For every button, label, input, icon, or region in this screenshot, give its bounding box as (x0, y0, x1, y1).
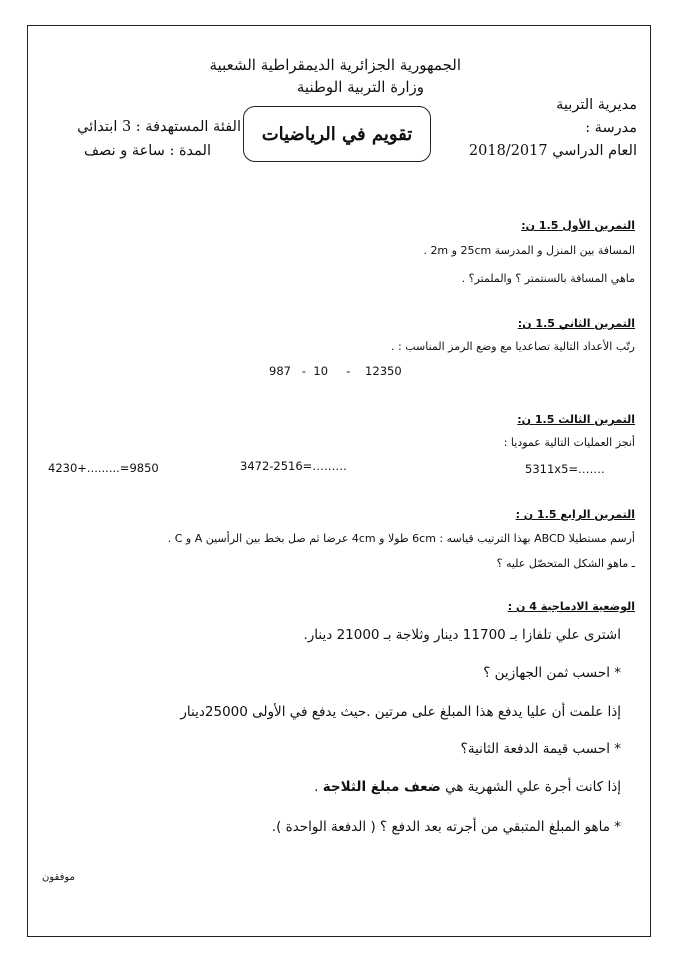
good-luck-note: موفقون (42, 872, 75, 883)
ex1-line2: ماهي المسافة بالسنتمتر ؟ والملمتر؟ . (461, 272, 635, 285)
ex3-line1: أنجز العمليات التالية عموديا : (503, 436, 635, 449)
ex3-op2: 3472-2516=……… (240, 459, 347, 473)
directorate: مديرية التربية (556, 97, 637, 113)
situation-line1: اشترى علي تلفازا بـ 11700 دينار وثلاجة بـ 21000 دينار. (303, 627, 621, 643)
ex4-line1: أرسم مستطيلا ABCD بهذا الترتيب قياسه : 6cm طولا و 4cm عرضا ثم صل بخط بين الرأسين A و C . (167, 532, 635, 545)
duration: المدة : ساعة و نصف (84, 143, 211, 159)
situation-line3 (314, 779, 621, 795)
situation-q3: * ماهو المبلغ المتبقي من أجرته بعد الدفع ؟ ( الدفعة الواحدة ). (271, 819, 621, 835)
situation-q1: * احسب ثمن الجهازين ؟ (483, 665, 621, 681)
target-class: الفئة المستهدفة : 3 ابتدائي (77, 119, 241, 135)
school-year: العام الدراسي 2018/2017 (468, 143, 637, 159)
ex2-numbers: 987 - 10 - 12350 (269, 364, 402, 378)
ex3-op1: 5311x5=……. (525, 462, 605, 476)
situation-heading: الوضعية الادماجية 4 ن : (507, 600, 635, 613)
republic-line: الجمهورية الجزائرية الديمقراطية الشعبية (209, 56, 461, 74)
situation-line3-start: إذا كانت أجرة علي الشهرية هي (440, 779, 621, 795)
ex1-heading: التمرين الأول 1.5 ن: (521, 219, 635, 232)
ex3-op3: 4230+.........=9850 (48, 461, 159, 475)
situation-q2: * احسب قيمة الدفعة الثانية؟ (460, 741, 621, 757)
ex1-line1: المسافة بين المنزل و المدرسة 25cm و 2m . (423, 244, 635, 257)
school-field: مدرسة : (585, 120, 637, 136)
ex4-line2: ـ ماهو الشكل المتحصّل عليه ؟ (496, 557, 635, 570)
situation-line3-end: . (314, 779, 323, 795)
exam-title-box (243, 106, 431, 162)
exam-title: تقويم في الرياضيات (261, 123, 413, 145)
situation-line3-bold: ضعف مبلغ الثلاجة (322, 779, 441, 795)
ex2-heading: التمرين الثاني 1.5 ن: (517, 317, 635, 330)
situation-line2: إذا علمت أن عليا يدفع هذا المبلغ على مرتين .حيث يدفع في الأولى 25000دينار (180, 704, 621, 720)
ex2-line1: رتّب الأعداد التالية تصاعديا مع وضع الرمز المناسب : . (391, 340, 635, 353)
ministry-line: وزارة التربية الوطنية (296, 78, 424, 96)
ex3-heading: التمرين الثالث 1.5 ن: (517, 413, 635, 426)
ex4-heading: التمرين الرابع 1.5 ن : (515, 508, 635, 521)
